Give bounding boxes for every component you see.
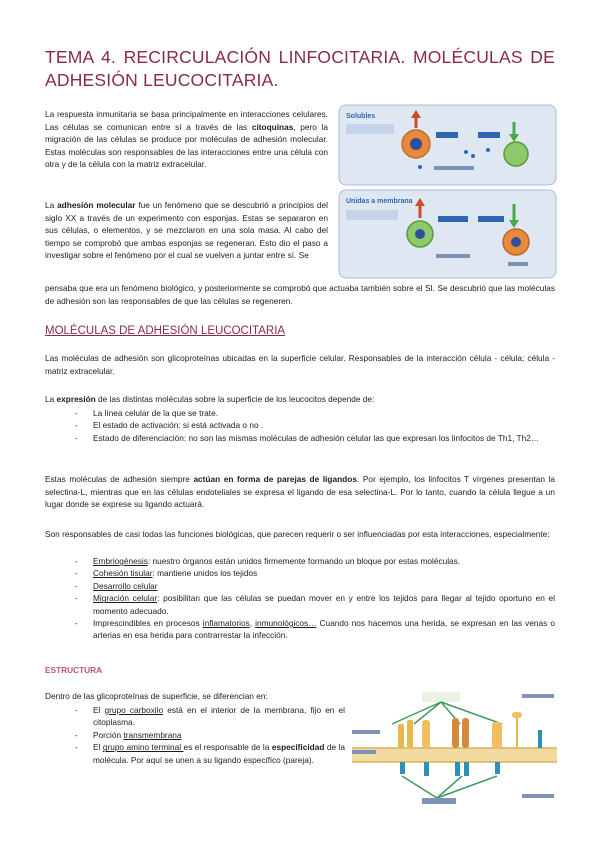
list-item-term: inflamatorios <box>202 618 250 629</box>
section1-p3-text-b: . Por ejemplo, los linfocitos T vírgenes presentan la selectina-L, mientras que en las células endoteliales se expresa el ligando de esa selectina-L. Por lo tanto, cuando la célula llegue a un lugar donde se exprese su ligando actuará. <box>45 474 556 510</box>
intro-p1-text-a: La respuesta inmunitaria se basa principalmente en interacciones celulares. Las células se comunican entre sí a través de las <box>45 109 328 132</box>
structure-list <box>73 704 345 766</box>
figure-glycoprotein-structure <box>352 690 557 808</box>
figure-glycoprotein-structure-svg <box>352 690 557 808</box>
list-item-text: : posibilitan que las células se puedan mover en y entre los tejidos para llegar al tejido oportuno en el momento adecuado. <box>93 593 555 616</box>
section1-p2-text-a: La <box>45 394 57 404</box>
section1-p4-text: Son responsables de casi todas las funciones biológicas, que parecen requerir o ser influenciadas por esta interacciones, especialmente: <box>45 529 550 539</box>
section1-paragraph-3 <box>45 473 555 511</box>
list-item <box>73 592 555 617</box>
list-item: - La línea celular de la que se trate. <box>73 407 555 419</box>
list-item <box>73 555 555 567</box>
figure-bottom-label: Unidas a membrana <box>346 198 413 205</box>
list-item-term: Embriogénesis <box>93 556 148 566</box>
list-item-text-b: está en el interior de la membrana, fijo en el citoplasma. <box>93 705 346 728</box>
list-item-term: transmembrana <box>123 729 182 740</box>
section-heading-structure: ESTRUCTURA <box>45 665 103 675</box>
section1-p2-bold: expresión <box>56 394 96 404</box>
list-item-text-a: El <box>93 742 103 753</box>
list-item <box>73 580 555 592</box>
figure-soluble-vs-membrane <box>338 104 557 280</box>
list-item-text: : nuestro órganos están unidos firmemente formando un bloque por estas moléculas. <box>147 556 461 566</box>
list-item-text-c: de la molécula. Por aquí se unen a su ligando específico (pareja). <box>93 742 345 765</box>
list-item-text-a: El <box>93 705 105 715</box>
section1-paragraph-2 <box>45 393 555 406</box>
list-item <box>73 729 345 741</box>
intro-p1-bold: citoquinas <box>251 121 294 132</box>
section-heading-adhesion-molecules: MOLÉCULAS DE ADHESIÓN LEUCOCITARIA <box>45 325 286 337</box>
list-item-term: grupo amino terminal <box>102 742 184 753</box>
list-item-text-b: Cuando nos hacemos una herida, se expresan en las venas o arterias en esa herida para contrarrestar la infección. <box>93 618 555 641</box>
section1-paragraph-4 <box>45 528 555 541</box>
list-item <box>73 567 555 579</box>
intro-paragraph-2 <box>45 199 328 262</box>
section1-p3-bold: actúan en forma de parejas de ligandos <box>193 474 357 484</box>
expression-factors-list <box>73 407 555 444</box>
list-item-text-a: Imprescindibles en procesos <box>93 618 203 629</box>
intro-p2-text-c: pensaba que era un fenómeno biológico, y posteriormente se comprobó que actuaba también sobre el SI. Se descubrió que las moléculas de adhesión son las responsables de que las células se regeneren. <box>45 283 555 306</box>
figure-top-label: Solubles <box>346 113 376 120</box>
intro-p2-text-b: fue un fenómeno que se descubrió a principios del siglo XX a través de un experimento con esponjas. Estas se separaron en sus células, o elementos, y se mezclaron en una sola masa. Al cabo del tiempo se comprobó que ambas esponjas se regeneran. Esto dio el paso a investigar sobre el fenómeno por el cual se vuelven a juntar entre sí. Se <box>45 200 328 261</box>
list-item-separator: , <box>249 618 256 629</box>
list-item-text: : mantiene unidos los tejidos <box>152 568 258 579</box>
intro-p2-bold: adhesión molecular <box>57 200 136 210</box>
intro-paragraph-1 <box>45 108 328 171</box>
list-item-term: Migración celular <box>93 593 158 604</box>
list-item-term: grupo carboxilo <box>104 705 164 715</box>
biological-functions-list <box>73 555 555 642</box>
list-item-text-b: es el responsable de la <box>183 742 272 753</box>
list-item-text-a: Porción <box>93 729 124 740</box>
section1-paragraph-1 <box>45 352 555 377</box>
figure-soluble-vs-membrane-svg <box>338 104 557 280</box>
page-title: TEMA 4. RECIRCULACIÓN LINFOCITARIA. MOLÉCULAS DE ADHESIÓN LEUCOCITARIA. <box>45 47 555 90</box>
list-item <box>73 704 345 729</box>
list-item-term: Cohesión tisular <box>93 568 153 579</box>
list-item-bold: especificidad <box>271 742 325 753</box>
intro-p2-text-a: La <box>45 200 58 210</box>
intro-p1-text-b: , pero la migración de las células se produce por moléculas de adhesión molecular. Estas moléculas son responsables de las interacciones entre una célula con otra y de la célula con la matriz extracelular. <box>45 121 328 170</box>
section2-paragraph-1 <box>45 690 345 703</box>
list-item-term: Desarrollo celular <box>93 580 158 591</box>
list-item <box>73 617 555 642</box>
list-item-term: inmunológicos… <box>255 618 317 629</box>
section1-p3-text-a: Estas moléculas de adhesión siempre <box>45 474 194 484</box>
section2-p1-text: Dentro de las glicoproteínas de superficie, se diferencian en: <box>45 691 268 701</box>
section1-p2-text-b: de las distintas moléculas sobre la superficie de los leucocitos depende de: <box>95 394 375 404</box>
list-item: - El estado de activación: si está activada o no . <box>73 419 555 431</box>
intro-paragraph-2-continued <box>45 282 555 307</box>
list-item <box>73 741 345 766</box>
list-item: - Estado de diferenciación: no son las mismas moléculas de adhesión celular las que expresan los linfocitos de Th1, Th2… <box>73 432 555 444</box>
section1-p1-text: Las moléculas de adhesión son glicoproteínas ubicadas en la superficie celular. Responsables de la interacción célula - célula; célula - matriz extracelular. <box>45 353 555 376</box>
